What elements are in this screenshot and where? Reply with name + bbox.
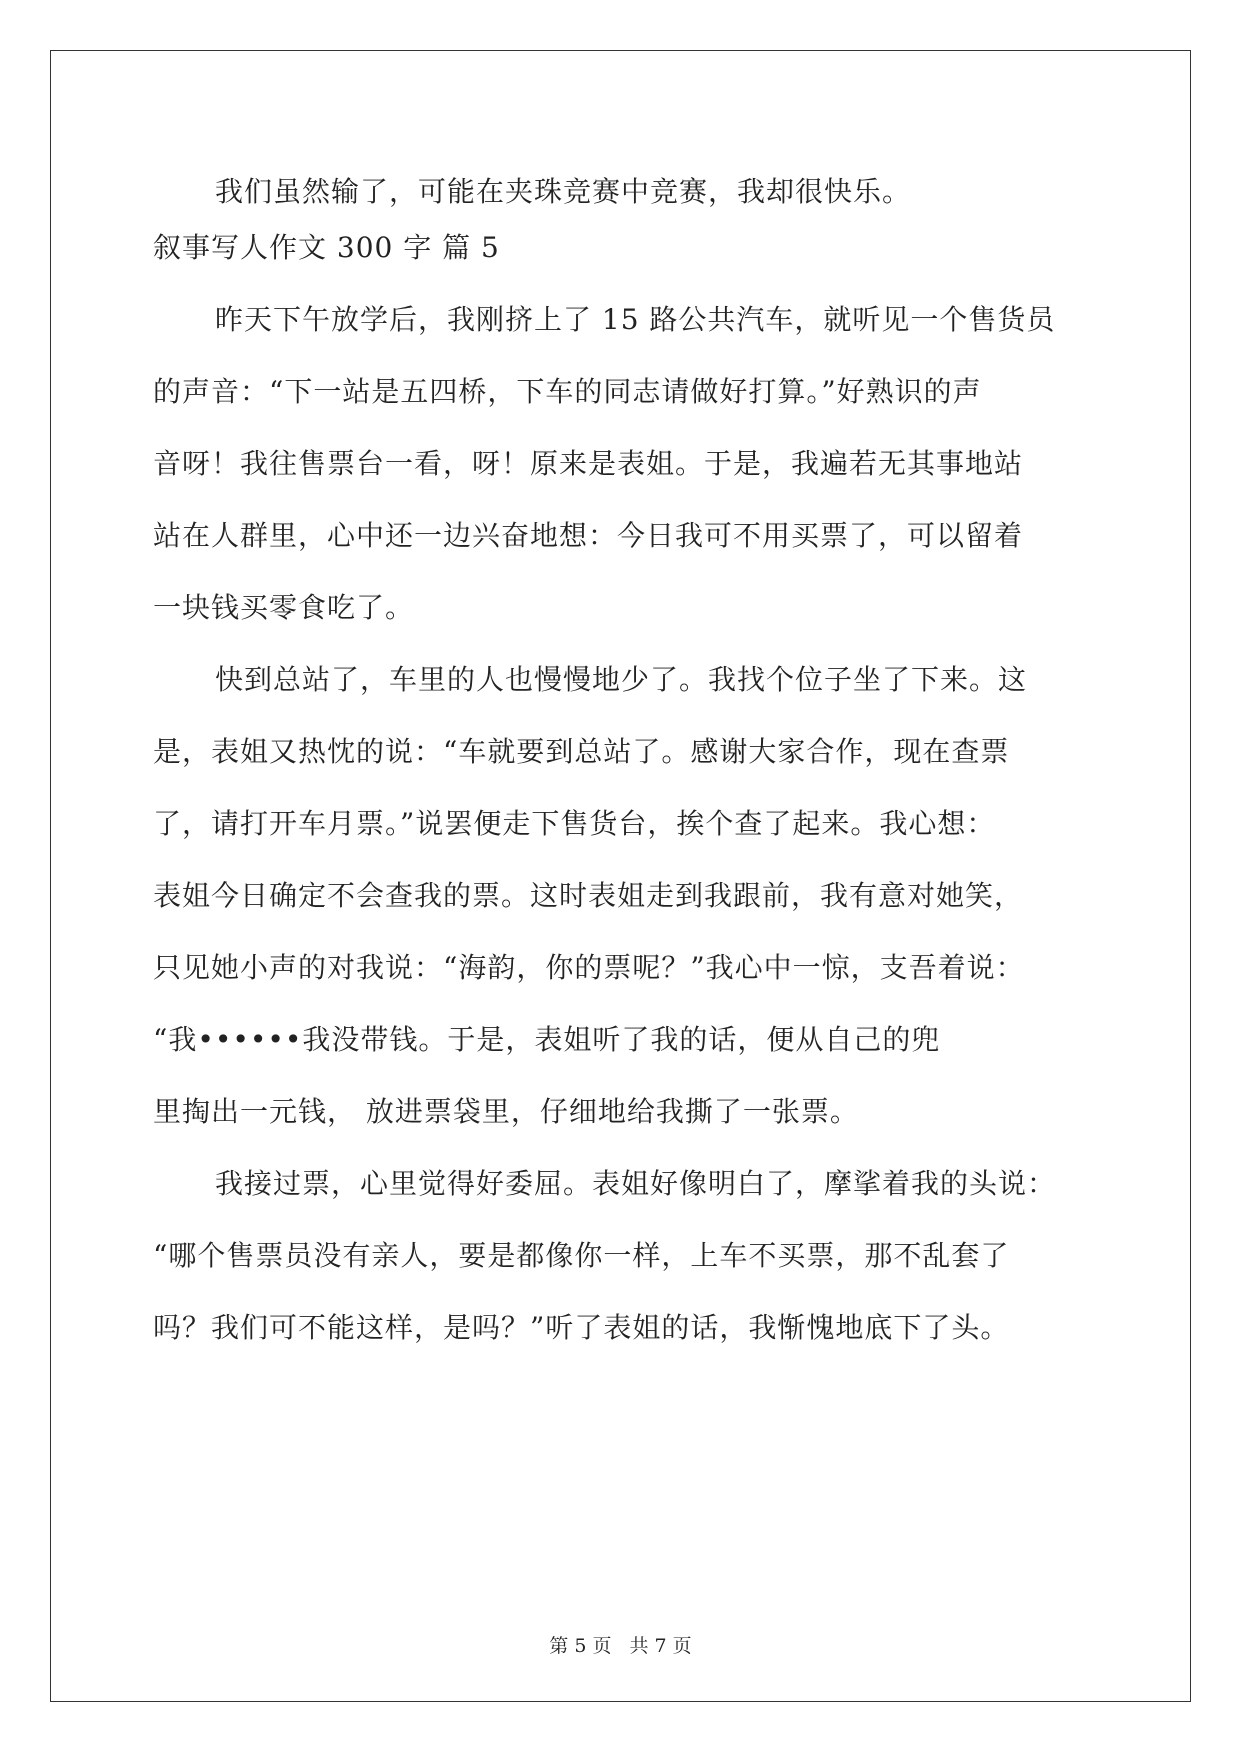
paragraph-2-line: 是，表姐又热忱的说：“车就要到总站了。感谢大家合作，现在查票 bbox=[153, 735, 1010, 768]
section-heading: 叙事写人作文 300 字 篇 5 bbox=[153, 231, 500, 264]
paragraph-2-line: 快到总站了，车里的人也慢慢地少了。我找个位子坐了下来。这 bbox=[215, 663, 1028, 696]
paragraph-3-line: 吗？我们可不能这样，是吗？”听了表姐的话，我惭愧地底下了头。 bbox=[153, 1311, 1010, 1344]
paragraph-2-line: 里掏出一元钱， 放进票袋里，仔细地给我撕了一张票。 bbox=[153, 1095, 859, 1128]
paragraph-1-line: 一块钱买零食吃了。 bbox=[153, 591, 415, 624]
paragraph-1-line: 站在人群里，心中还一边兴奋地想：今日我可不用买票了，可以留着 bbox=[153, 519, 1024, 552]
paragraph-3-line: “哪个售票员没有亲人，要是都像你一样，上车不买票，那不乱套了 bbox=[153, 1239, 1010, 1272]
paragraph-2-line: 了，请打开车月票。”说罢便走下售货台，挨个查了起来。我心想： bbox=[153, 807, 996, 840]
paragraph-3-line: 我接过票，心里觉得好委屈。表姐好像明白了，摩挲着我的头说： bbox=[215, 1167, 1057, 1200]
page-total: 共 7 页 bbox=[629, 1635, 692, 1657]
page-footer bbox=[0, 1631, 1241, 1658]
paragraph-1-line: 的声音：“下一站是五四桥，下车的同志请做好打算。”好熟识的声 bbox=[153, 375, 982, 408]
paragraph-1-line: 昨天下午放学后，我刚挤上了 15 路公共汽车，就听见一个售货员 bbox=[215, 303, 1056, 336]
page-number: 第 5 页 bbox=[549, 1635, 612, 1657]
paragraph-2-line: “我••••••我没带钱。于是，表姐听了我的话，便从自己的兜 bbox=[153, 1023, 941, 1056]
paragraph-2-line: 表姐今日确定不会查我的票。这时表姐走到我跟前，我有意对她笑， bbox=[153, 879, 1024, 912]
paragraph-1-line: 音呀！我往售票台一看，呀！原来是表姐。于是，我遍若无其事地站 bbox=[153, 447, 1024, 480]
paragraph-intro: 我们虽然输了，可能在夹珠竞赛中竞赛，我却很快乐。 bbox=[215, 175, 912, 208]
paragraph-2-line: 只见她小声的对我说：“海韵，你的票呢？”我心中一惊，支吾着说： bbox=[153, 951, 1025, 984]
